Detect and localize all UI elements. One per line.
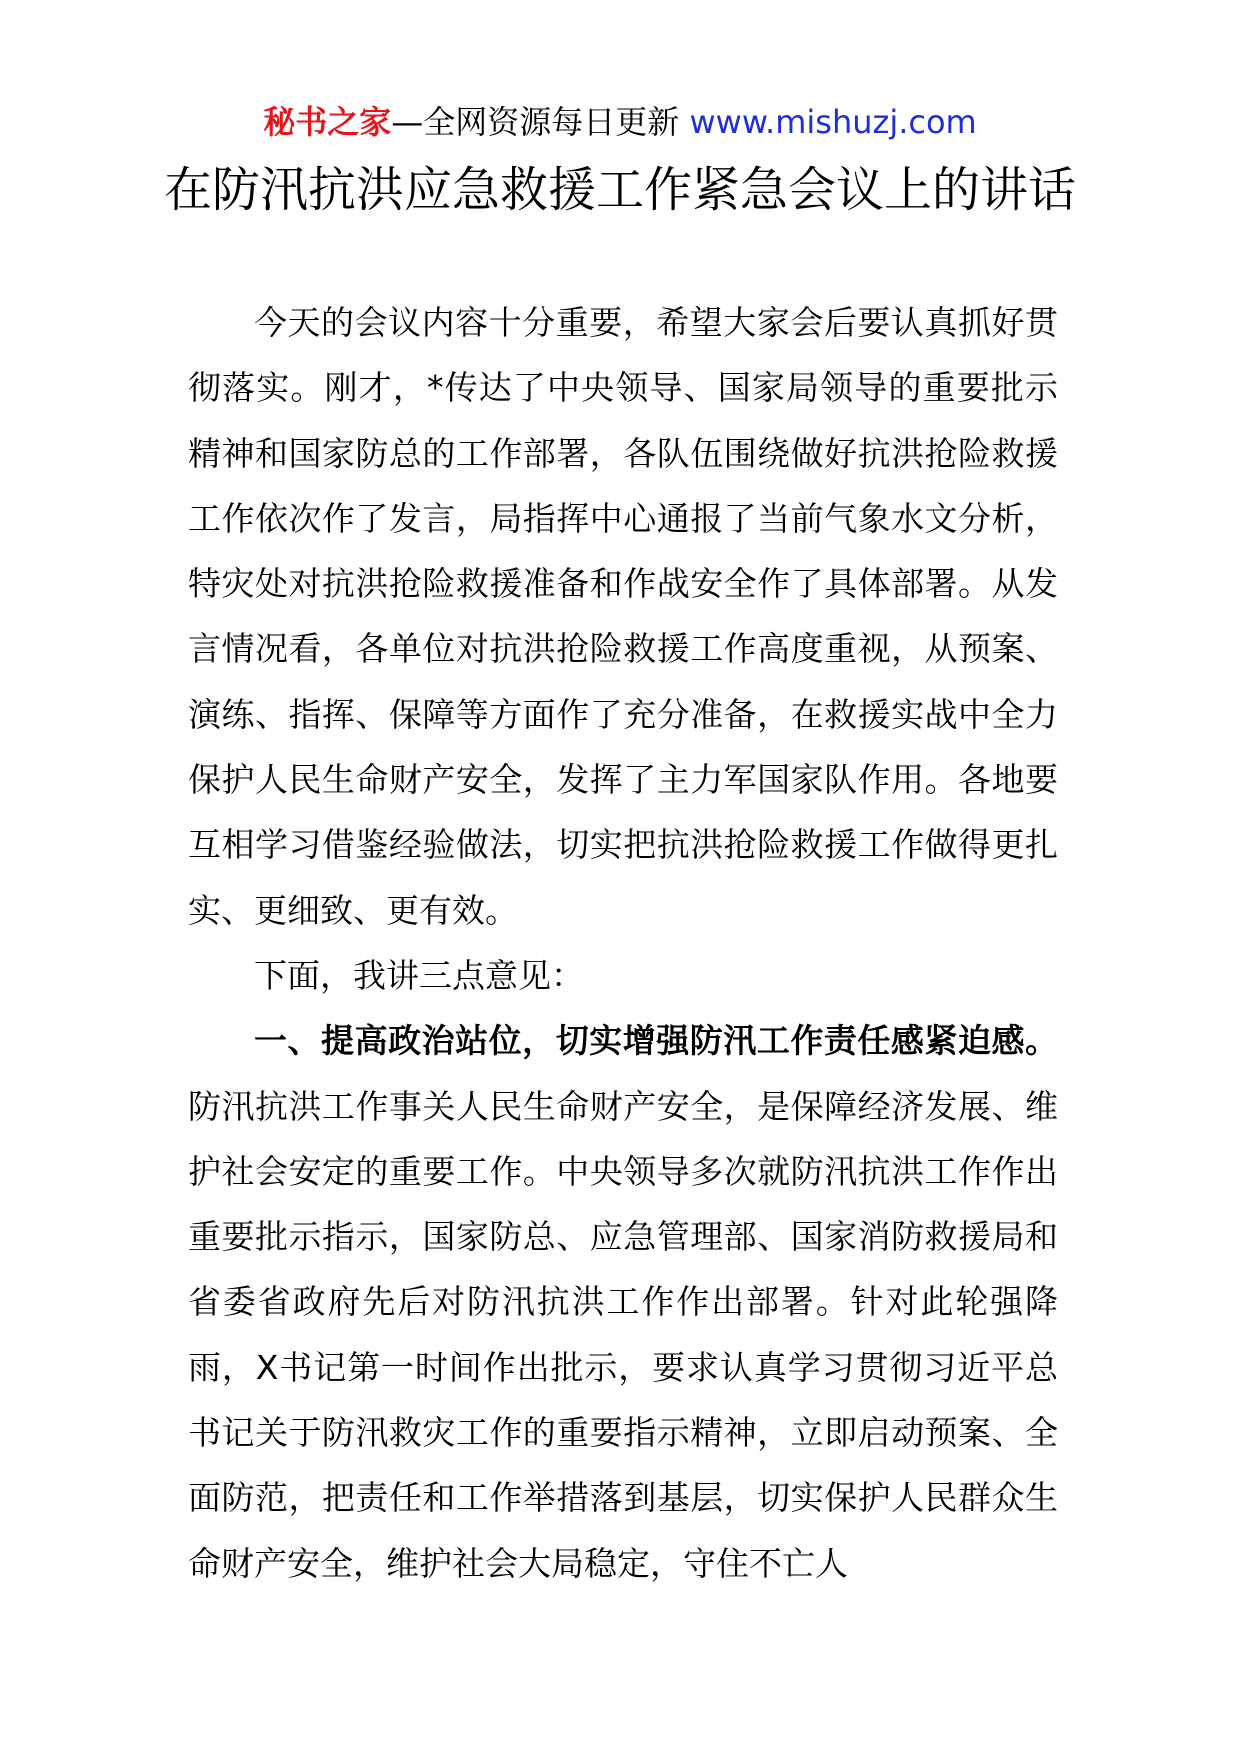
header-tagline: —全网资源每日更新 xyxy=(391,103,690,141)
paragraph-section-1 xyxy=(188,1008,1058,1596)
brand-name: 秘书之家 xyxy=(263,103,392,141)
section-1-text: 防汛抗洪工作事关人民生命财产安全，是保障经济发展、维护社会安定的重要工作。中央领导多次就防汛抗洪工作作出重要批示指示，国家防总、应急管理部、国家消防救援局和省委省政府先后对防汛抗洪工作作出部署。针对此轮强降雨，X书记第一时间作出批示，要求认真学习贯彻习近平总书记关于防汛救灾工作的重要指示精神，立即启动预案、全面防范，把责任和工作举措落到基层，切实保护人民群众生命财产安全，维护社会大局稳定，守住不亡人 xyxy=(188,1086,1058,1583)
document-body xyxy=(188,290,1058,1596)
section-1-heading: 一、提高政治站位，切实增强防汛工作责任感紧迫感。 xyxy=(254,1021,1058,1061)
site-url-link[interactable]: www.mishuzj.com xyxy=(689,103,977,141)
paragraph-intro: 今天的会议内容十分重要，希望大家会后要认真抓好贯彻落实。刚才，*传达了中央领导、国家局领导的重要批示精神和国家防总的工作部署，各队伍围绕做好抗洪抢险救援工作依次作了发言，局指挥中心通报了当前气象水文分析，特灾处对抗洪抢险救援准备和作战安全作了具体部署。从发言情况看，各单位对抗洪抢险救援工作高度重视，从预案、演练、指挥、保障等方面作了充分准备，在救援实战中全力保护人民生命财产安全，发挥了主力军国家队作用。各地要互相学习借鉴经验做法，切实把抗洪抢险救援工作做得更扎实、更细致、更有效。 xyxy=(188,303,1058,930)
document-title: 在防汛抗洪应急救援工作紧急会议上的讲话 xyxy=(163,162,1076,218)
site-header xyxy=(0,98,1240,146)
paragraph-transition: 下面，我讲三点意见： xyxy=(254,955,584,995)
